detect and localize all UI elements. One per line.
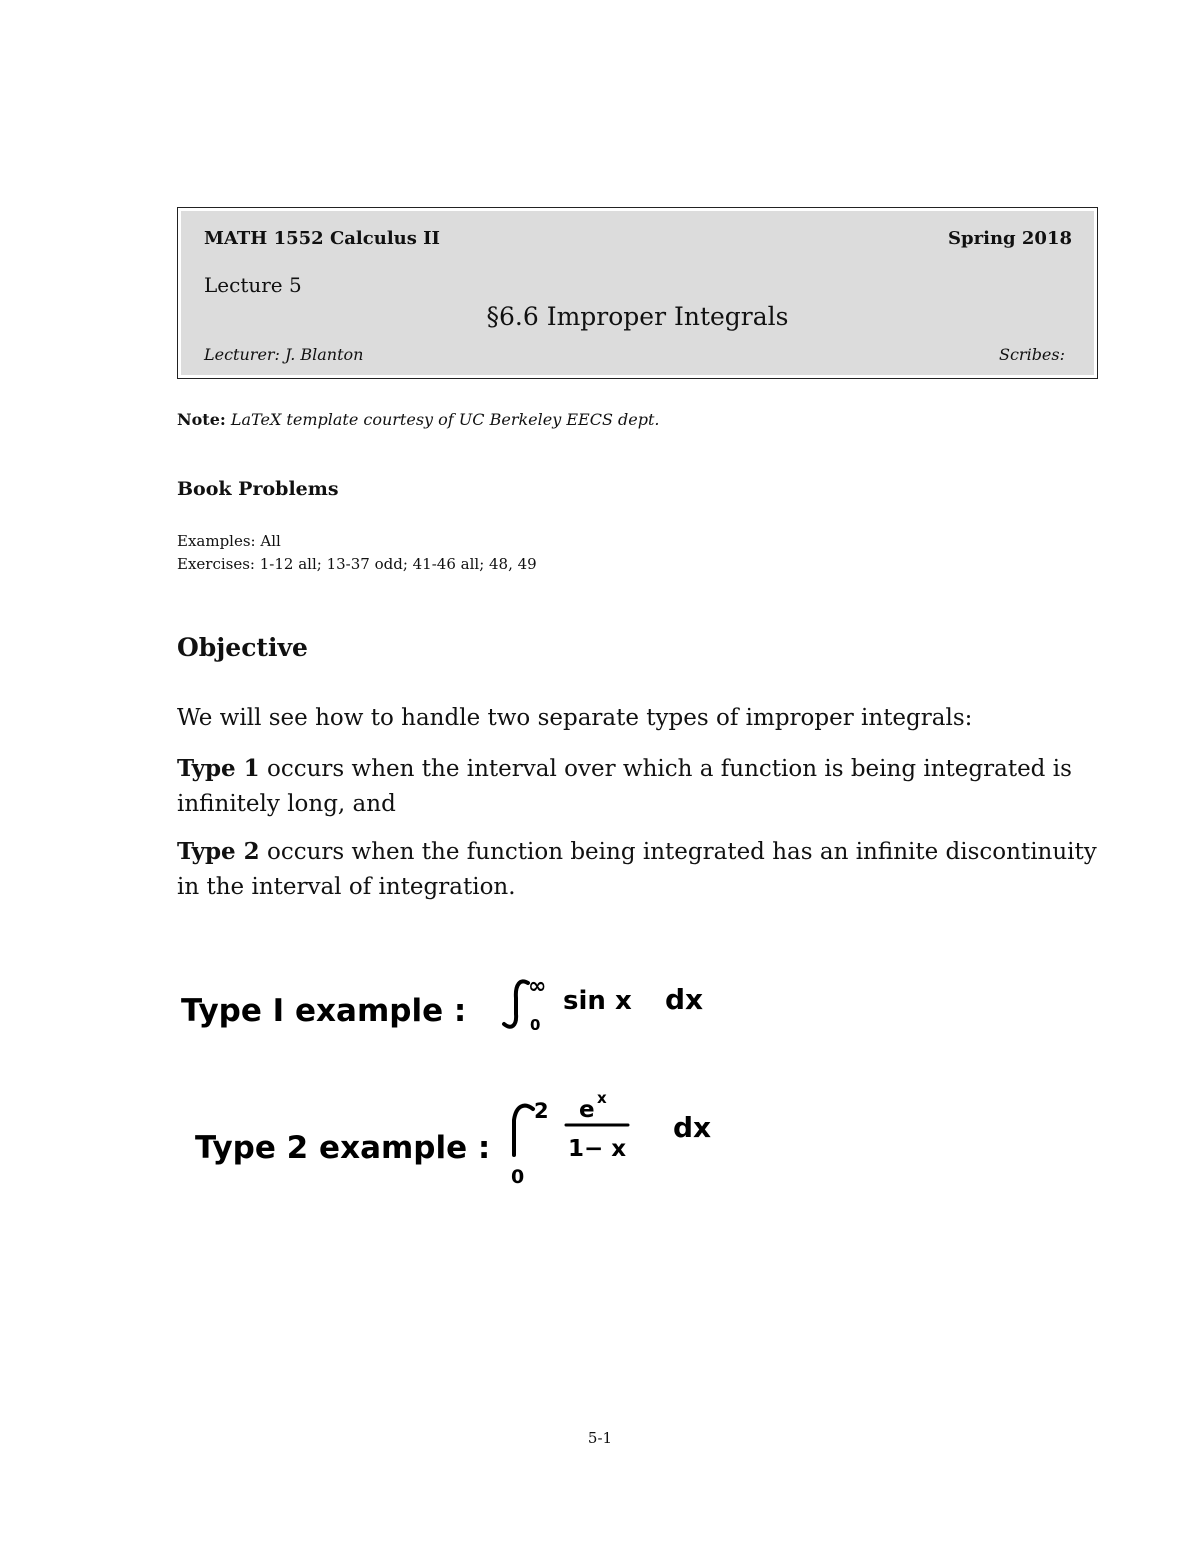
note-text: LaTeX template courtesy of UC Berkeley EECS dept. <box>230 410 660 429</box>
book-exercises: Exercises: 1-12 all; 13-37 odd; 41-46 all; 48, 49 <box>177 555 537 573</box>
page-number: 5-1 <box>587 1429 613 1447</box>
type1-text: occurs when the interval over which a function is being integrated is infinitely long, and <box>177 756 1072 817</box>
objective-heading: Objective <box>177 633 308 662</box>
type1-label: Type 1 <box>177 755 260 782</box>
scribes: Scribes: <box>999 345 1065 364</box>
type1-upper-limit: ∞ <box>528 974 547 999</box>
term: Spring 2018 <box>948 228 1072 249</box>
type2-exponent: x <box>597 1089 607 1107</box>
type1-integral-sign <box>504 981 528 1026</box>
type2-numerator: e <box>579 1097 595 1123</box>
type2-label: Type 2 <box>177 838 260 865</box>
type2-dx: dx <box>673 1111 712 1144</box>
type1-integrand: sin x <box>563 986 632 1016</box>
book-problems-heading: Book Problems <box>177 478 339 500</box>
book-examples: Examples: All <box>177 532 281 550</box>
type2-example-label: Type 2 example : <box>195 1130 491 1166</box>
course-name: MATH 1552 Calculus II <box>204 228 440 249</box>
lecturer: Lecturer: J. Blanton <box>204 345 364 364</box>
objective-intro: We will see how to handle two separate types of improper integrals: <box>177 705 973 731</box>
type1-dx: dx <box>665 983 704 1016</box>
type1-lower-limit: 0 <box>530 1016 541 1034</box>
type2-upper-limit: 2 <box>534 1099 549 1123</box>
type2-text: occurs when the function being integrated has an infinite discontinuity in the interval of integration. <box>177 839 1097 900</box>
type2-integral-sign <box>514 1106 533 1155</box>
lecture-title: §6.6 Improper Integrals <box>486 302 789 331</box>
type2-denominator: 1− x <box>568 1136 627 1162</box>
lecture-number: Lecture 5 <box>204 273 302 297</box>
note-label: Note: <box>177 410 226 429</box>
type1-example-label: Type I example : <box>181 993 467 1029</box>
type2-lower-limit: 0 <box>511 1166 525 1188</box>
